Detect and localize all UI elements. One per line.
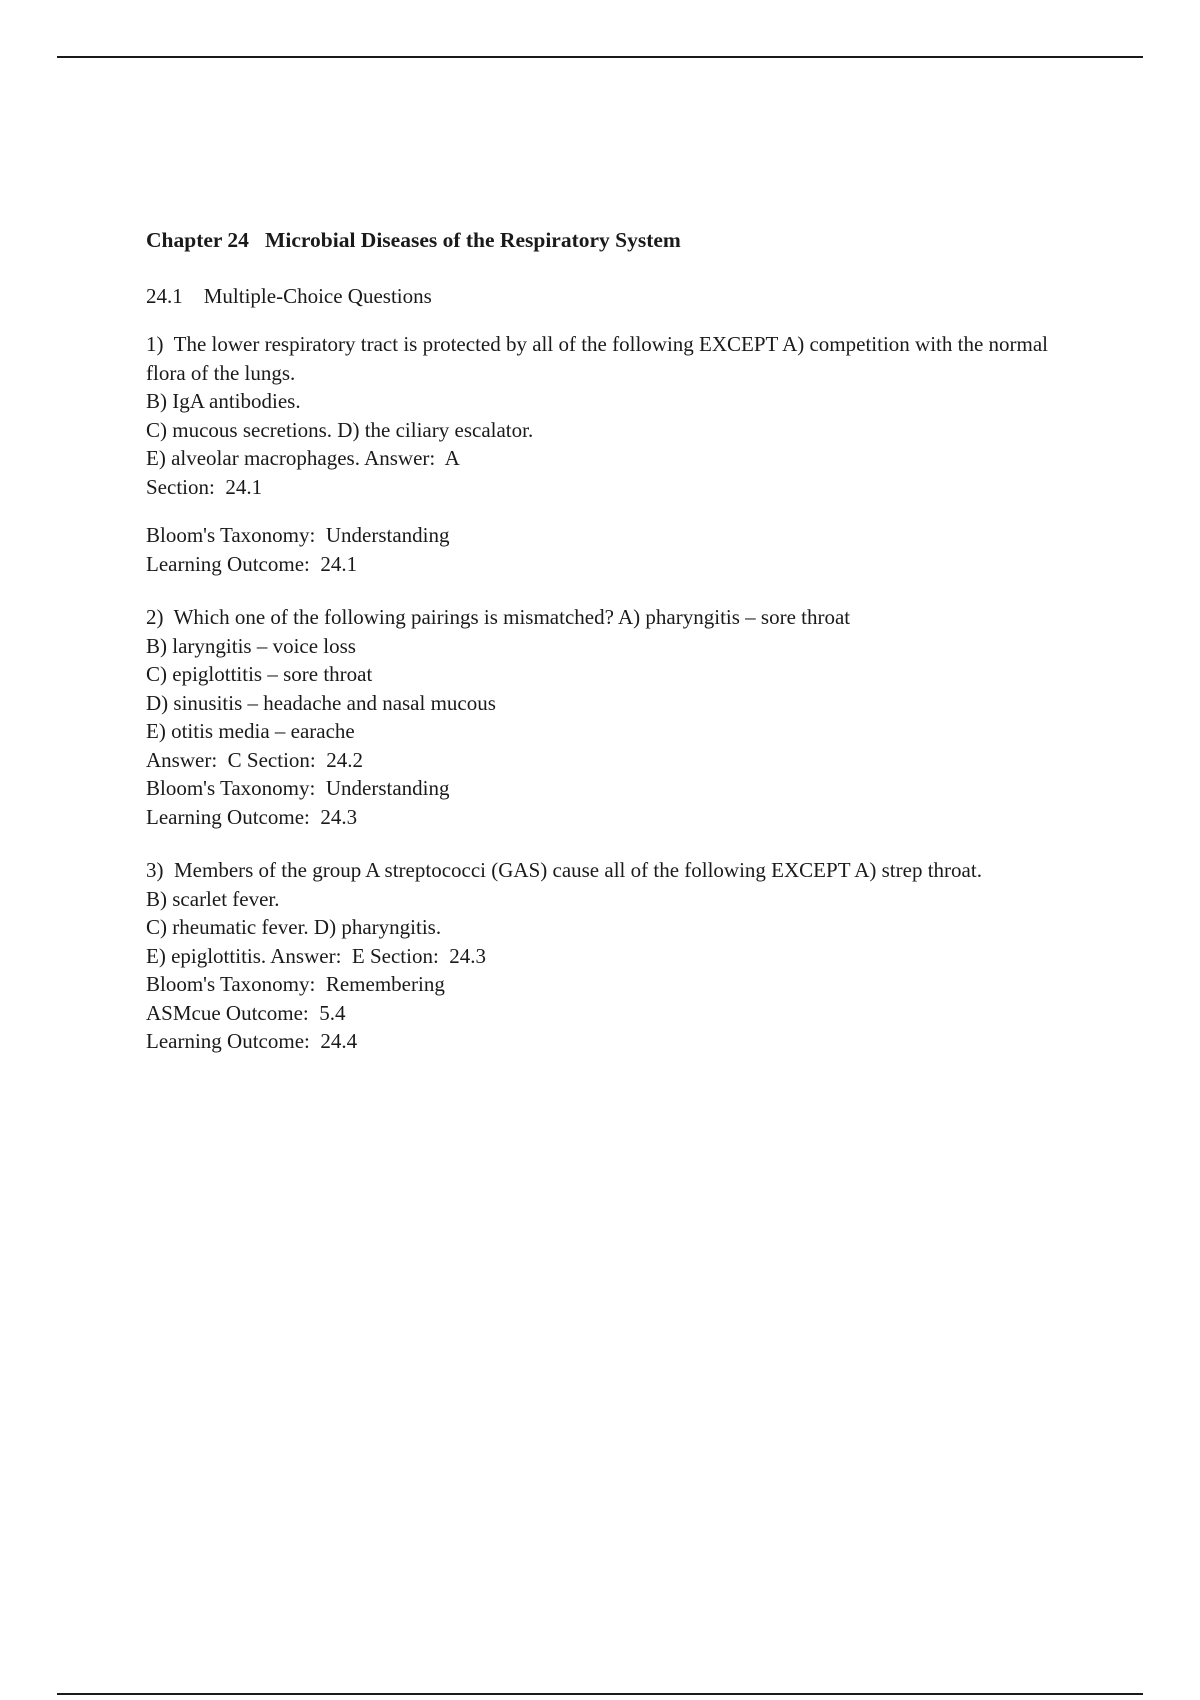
question-2-answer-section: Answer: C Section: 24.2 — [146, 747, 363, 772]
question-2 — [146, 603, 1066, 831]
top-rule — [57, 56, 1143, 58]
question-1-option-c-d: C) mucous secretions. D) the ciliary escalator. — [146, 417, 534, 442]
question-2-blooms: Bloom's Taxonomy: Understanding — [146, 776, 450, 800]
document-body — [146, 226, 1066, 1081]
question-3-asmcue-outcome: ASMcue Outcome: 5.4 — [146, 1000, 346, 1025]
question-1-option-e-answer: E) alveolar macrophages. Answer: A — [146, 446, 460, 470]
bottom-rule — [57, 1693, 1143, 1695]
question-3-stem: 3) Members of the group A streptococci (GAS) cause all of the following EXCEPT A) strep throat. — [146, 858, 982, 882]
question-3 — [146, 856, 1066, 1056]
question-3-option-c-d: C) rheumatic fever. D) pharyngitis. — [146, 915, 442, 939]
question-1-blooms: Bloom's Taxonomy: Understanding — [146, 523, 450, 547]
section-heading: 24.1 Multiple-Choice Questions — [146, 283, 432, 308]
question-3-option-b: B) scarlet fever. — [146, 886, 280, 911]
question-2-option-e: E) otitis media – earache — [146, 719, 355, 743]
question-1-learning-outcome: Learning Outcome: 24.1 — [146, 551, 358, 576]
question-1-stem: 1) The lower respiratory tract is protected by all of the following EXCEPT A) competition with the normal flora of the lungs. — [146, 332, 1054, 385]
question-3-option-e-answer: E) epiglottitis. Answer: E Section: 24.3 — [146, 943, 487, 968]
question-1-spacer — [146, 501, 1066, 521]
chapter-title: Chapter 24 Microbial Diseases of the Respiratory System — [146, 228, 681, 252]
question-1-option-b: B) IgA antibodies. — [146, 389, 301, 413]
question-2-stem: 2) Which one of the following pairings is mismatched? A) pharyngitis – sore throat — [146, 605, 851, 629]
question-2-learning-outcome: Learning Outcome: 24.3 — [146, 804, 358, 829]
question-3-blooms: Bloom's Taxonomy: Remembering — [146, 972, 445, 996]
question-2-option-c: C) epiglottitis – sore throat — [146, 662, 373, 686]
question-2-option-d: D) sinusitis – headache and nasal mucous — [146, 690, 496, 715]
question-2-option-b: B) laryngitis – voice loss — [146, 633, 356, 658]
question-1 — [146, 330, 1066, 578]
question-1-section: Section: 24.1 — [146, 474, 263, 499]
question-3-learning-outcome: Learning Outcome: 24.4 — [146, 1029, 358, 1053]
